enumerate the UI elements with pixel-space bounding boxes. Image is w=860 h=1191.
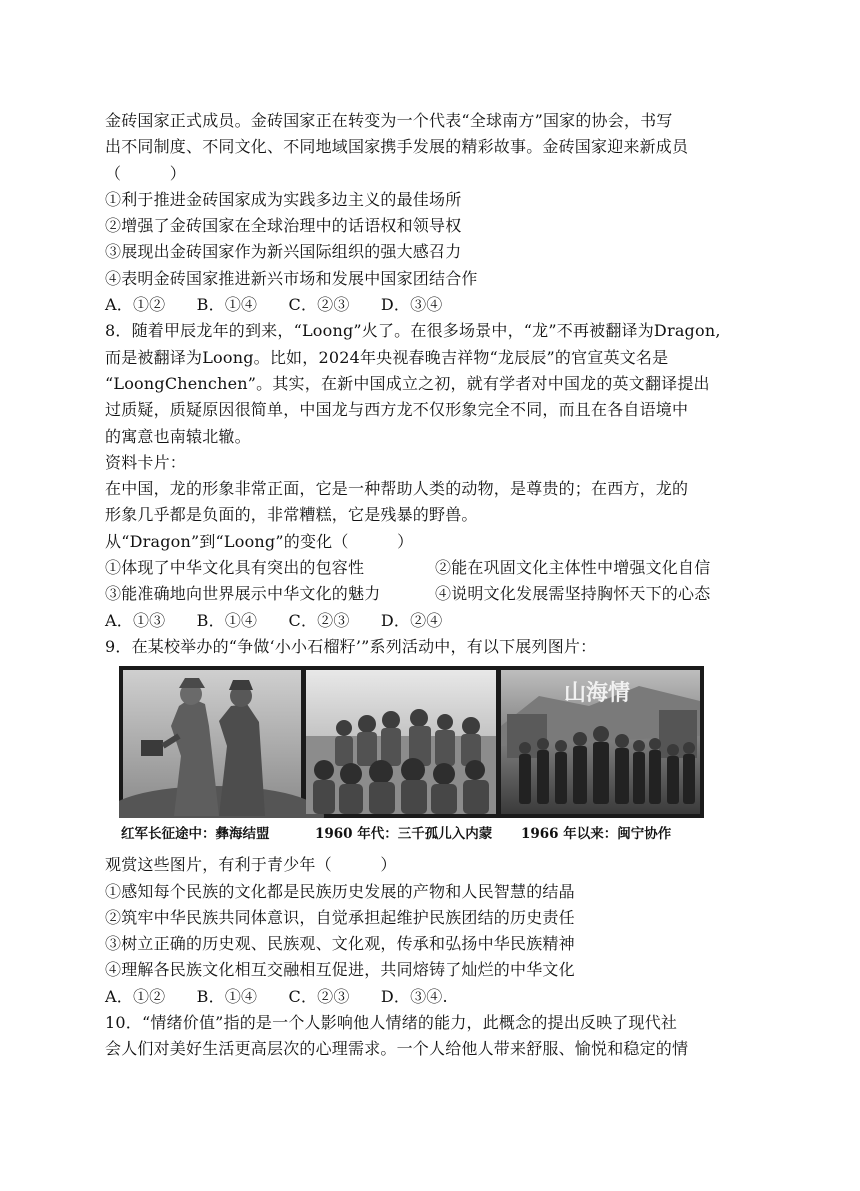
q8-options — [105, 608, 765, 634]
q9-option-d: D．③④. — [380, 986, 448, 1006]
q8-option-d: D．②④ — [380, 610, 443, 630]
question-7 — [105, 108, 765, 318]
photo-strip — [119, 666, 704, 848]
q8-item: ①体现了中华文化具有突出的包容性 — [105, 558, 365, 578]
photo3-title: 山海情 — [563, 681, 631, 707]
q8-option-a: A．①③ — [105, 610, 166, 630]
caption-yihai: 红军长征途中：彝海结盟 — [121, 826, 270, 843]
q9-option-a: A．①② — [105, 986, 166, 1006]
exam-page — [105, 108, 765, 1063]
photo-strip-images — [119, 666, 704, 818]
q7-item: ④表明金砖国家推进新兴市场和发展中国家团结合作 — [105, 268, 478, 288]
q8-material-line: 形象几乎都是负面的，非常糟糕，它是残暴的野兽。 — [105, 505, 478, 525]
question-10 — [105, 1010, 765, 1063]
q7-option-d: D．③④ — [380, 295, 443, 315]
q7-option-b: B．①④ — [196, 295, 258, 315]
q8-stem-line: 8．随着甲辰龙年的到来，“Loong”火了。在很多场景中，“龙”不再被翻译为Dragon, — [105, 321, 721, 341]
q8-question: 从“Dragon”到“Loong”的变化（ ） — [105, 531, 414, 551]
q8-option-c: C．②③ — [288, 610, 350, 630]
q8-stem-line: “LoongChenchen”。其实，在新中国成立之初，就有学者对中国龙的英文翻译提出 — [105, 373, 710, 393]
q8-stem-line: 而是被翻译为Loong。比如，2024年央视春晚吉祥物“龙辰辰”的官宣英文名是 — [105, 347, 669, 367]
question-9 — [105, 634, 765, 1010]
q8-items-row — [105, 581, 765, 607]
q8-stem-line: 过质疑，质疑原因很简单，中国龙与西方龙不仅形象完全不同，而且在各自语境中 — [105, 400, 689, 420]
q7-options — [105, 292, 765, 318]
q8-stem-line: 的寓意也南辕北辙。 — [105, 426, 251, 446]
q10-stem-line: 10．“情绪价值”指的是一个人影响他人情绪的能力，此概念的提出反映了现代社 — [105, 1013, 678, 1033]
q7-answer-blank: （ ） — [105, 163, 187, 183]
q7-option-a: A．①② — [105, 295, 166, 315]
q9-question: 观赏这些图片，有利于青少年（ ） — [105, 855, 397, 875]
caption-minning: 1966 年以来：闽宁协作 — [521, 826, 672, 843]
q9-options — [105, 984, 765, 1010]
photo-three-thousand-orphans — [306, 670, 496, 814]
q7-option-c: C．②③ — [288, 295, 350, 315]
q8-item: ②能在巩固文化主体性中增强文化自信 — [435, 558, 711, 578]
caption-orphans: 1960 年代：三千孤儿入内蒙 — [315, 826, 493, 843]
q7-stem-line: 金砖国家正式成员。金砖国家正在转变为一个代表“全球南方”国家的协会，书写 — [105, 111, 673, 130]
q8-item: ④说明文化发展需坚持胸怀天下的心态 — [435, 584, 711, 604]
q7-stem-line: 出不同制度、不同文化、不同地域国家携手发展的精彩故事。金砖国家迎来新成员 — [105, 137, 689, 157]
q9-item: ④理解各民族文化相互交融相互促进，共同熔铸了灿烂的中华文化 — [105, 960, 575, 980]
q9-item: ①感知每个民族的文化都是民族历史发展的产物和人民智慧的结晶 — [105, 881, 575, 901]
q8-material-line: 在中国，龙的形象非常正面，它是一种帮助人类的动物，是尊贵的；在西方，龙的 — [105, 479, 689, 499]
question-8 — [105, 318, 765, 634]
q8-option-b: B．①④ — [196, 610, 258, 630]
q10-stem-line: 会人们对美好生活更高层次的心理需求。一个人给他人带来舒服、愉悦和稳定的情 — [105, 1039, 689, 1059]
q7-item: ②增强了金砖国家在全球治理中的话语权和领导权 — [105, 216, 462, 236]
photo-yihai-alliance — [119, 670, 324, 818]
q9-stem: 9．在某校举办的“争做‘小小石榴籽’”系列活动中，有以下展列图片： — [105, 636, 597, 656]
q9-option-c: C．②③ — [288, 986, 350, 1006]
q9-item: ③树立正确的历史观、民族观、文化观，传承和弘扬中华民族精神 — [105, 934, 575, 954]
q8-material-card-title: 资料卡片： — [105, 452, 187, 472]
photo-minning-cooperation — [501, 670, 700, 814]
q7-item: ③展现出金砖国家作为新兴国际组织的强大感召力 — [105, 242, 462, 262]
q9-item: ②筑牢中华民族共同体意识，自觉承担起维护民族团结的历史责任 — [105, 907, 575, 927]
photo-captions — [119, 818, 704, 844]
q8-item: ③能准确地向世界展示中华文化的魅力 — [105, 584, 381, 604]
q9-option-b: B．①④ — [196, 986, 258, 1006]
q7-item: ①利于推进金砖国家成为实践多边主义的最佳场所 — [105, 189, 462, 209]
q8-items-row — [105, 555, 765, 581]
